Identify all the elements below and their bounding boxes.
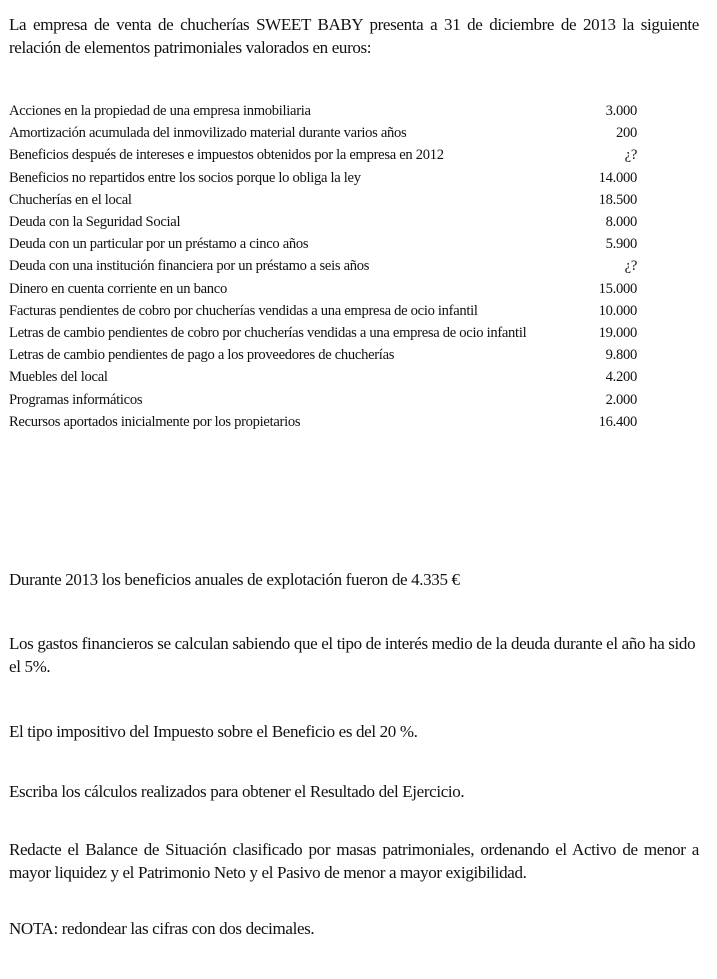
item-value: 5.900 [605,236,637,253]
item-value: 16.400 [598,413,637,430]
interest-paragraph: Los gastos financieros se calculan sabiendo que el tipo de interés medio de la deuda durante el año ha sido el 5%. [9,634,696,676]
benefits-paragraph: Durante 2013 los beneficios anuales de explotación fueron de 4.335 € [9,570,460,589]
calculation-instruction: Escriba los cálculos realizados para obtener el Resultado del Ejercicio. [9,782,465,801]
item-label: Dinero en cuenta corriente en un banco [9,280,227,297]
rounding-note: NOTA: redondear las cifras con dos decimales. [9,919,315,938]
item-label: Facturas pendientes de cobro por chucherías vendidas a una empresa de ocio infantil [9,302,478,319]
item-label: Chucherías en el local [9,191,132,208]
list-item [9,122,649,144]
item-label: Letras de cambio pendientes de pago a los proveedores de chucherías [9,347,395,364]
item-label: Beneficios no repartidos entre los socios porque lo obliga la ley [9,169,361,186]
item-value: 10.000 [598,302,637,319]
item-label: Programas informáticos [9,391,143,408]
tax-paragraph: El tipo impositivo del Impuesto sobre el Beneficio es del 20 %. [9,722,418,741]
list-item [9,300,649,322]
item-value: 4.200 [605,369,637,386]
asset-list [9,100,649,433]
item-value: 200 [616,125,637,142]
list-item [9,100,649,122]
item-value: 3.000 [605,103,637,119]
item-label: Letras de cambio pendientes de cobro por chucherías vendidas a una empresa de ocio infantil [9,325,527,342]
item-label: Amortización acumulada del inmovilizado material durante varios años [9,125,407,142]
item-label: Beneficios después de intereses e impuestos obtenidos por la empresa en 2012 [9,147,444,164]
intro-paragraph: La empresa de venta de chucherías SWEET BABY presenta a 31 de diciembre de 2013 la siguiente relación de elementos patrimoniales valorados en euros: [9,15,699,57]
list-item [9,278,649,300]
item-value: 8.000 [605,214,637,231]
item-value: 2.000 [605,391,637,408]
list-item [9,322,649,344]
list-item [9,366,649,388]
balance-instruction: Redacte el Balance de Situación clasificado por masas patrimoniales, ordenando el Activo de menor a mayor liquidez y el Patrimonio Neto y el Pasivo de menor a mayor exigibilidad. [9,840,699,882]
item-label: Deuda con la Seguridad Social [9,214,181,231]
item-value: ¿? [624,147,637,164]
list-item [9,389,649,411]
list-item [9,189,649,211]
item-value: 9.800 [605,347,637,364]
item-value: 18.500 [598,191,637,208]
list-item [9,255,649,277]
item-label: Deuda con un particular por un préstamo a cinco años [9,236,309,253]
list-item [9,344,649,366]
list-item [9,144,649,166]
list-item [9,211,649,233]
item-label: Recursos aportados inicialmente por los propietarios [9,413,301,430]
item-value: ¿? [624,258,637,275]
item-label: Acciones en la propiedad de una empresa inmobiliaria [9,103,311,119]
list-item [9,233,649,255]
item-value: 14.000 [598,169,637,186]
item-value: 15.000 [598,280,637,297]
item-label: Deuda con una institución financiera por un préstamo a seis años [9,258,370,275]
item-label: Muebles del local [9,369,108,386]
item-value: 19.000 [598,325,637,342]
list-item [9,411,649,433]
list-item [9,167,649,189]
